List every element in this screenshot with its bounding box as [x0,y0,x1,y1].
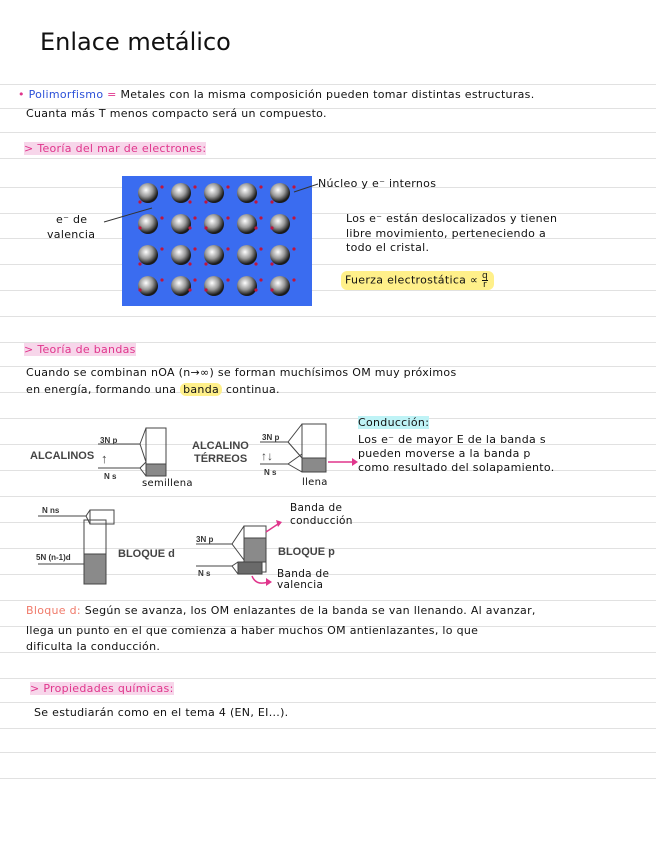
metal-ion [270,183,290,203]
bandas-line-1: Cuando se combinan nOA (n→∞) se forman muchísimos OM muy próximos [26,366,457,379]
delocalized-electron [259,185,262,188]
label-banda-valencia-1: Banda de [277,568,330,580]
delocalized-electron [270,262,273,265]
arrow-up-electron: ↑ [101,451,108,466]
banda-highlight: banda [180,383,222,396]
bloque-p-valence-band [238,562,262,574]
fuerza-electrostatica [341,271,494,290]
metal-ion [204,214,224,234]
metal-ion [171,183,191,203]
label-alcalinos: ALCALINOS [30,450,95,462]
metal-ion [237,183,257,203]
metal-ion [237,214,257,234]
bandas-line-2-post: continua. [225,383,280,396]
label-banda-conduccion-1: Banda de [290,502,343,514]
page-title: Enlace metálico [40,28,231,56]
fraction-numerator: q [481,271,488,281]
bloque-d-line-1 [26,604,536,617]
conduccion-title [358,416,429,429]
label-bloque-d: BLOQUE d [118,548,175,560]
bandas-line-2 [26,383,280,396]
band-diagram-alcalinoterreos [258,420,368,480]
bloque-d-text-1: Según se avanza, los OM enlazantes de la banda se van llenando. Al avanzar, [84,604,536,617]
delocalized-electron [160,278,163,281]
delocalized-electron [292,278,295,281]
polimorfismo-line-1 [18,88,535,101]
metal-ion [204,245,224,265]
metal-ion [138,245,158,265]
label-ns-alcalinoterreos: N s [264,468,277,477]
metal-ion [138,276,158,296]
fuerza-text: Fuerza electrostática ∝ [345,273,479,287]
delocalized-electron [226,247,229,250]
label-3np-alcalinoterreos: 3N p [262,433,280,442]
mar-description-3: todo el cristal. [346,241,430,254]
metal-ion [270,245,290,265]
delocalized-electron [160,216,163,219]
mar-description-1: Los e⁻ están deslocalizados y tienen [346,212,558,225]
conduccion-line-3: como resultado del solapamiento. [358,461,555,474]
delocalized-electron [254,226,257,229]
delocalized-electron [204,288,207,291]
section-heading-bandas [24,343,136,356]
delocalized-electron [254,262,257,265]
label-3np-alcalinos: 3N p [100,436,118,445]
delocalized-electron [254,288,257,291]
mar-description-2: libre movimiento, perteneciendo a [346,227,546,240]
metal-ion [270,276,290,296]
bloque-d-line-2: llega un punto en el que comienza a haber muchos OM antienlazantes, lo que [26,624,479,637]
arrows-updown-electrons: ↑↓ [261,449,273,463]
metal-ion [204,276,224,296]
label-electrones-valencia-1: e⁻ de [56,213,88,226]
metal-ion [237,276,257,296]
alcalinoterreos-filled-band [302,458,326,472]
label-alcalinoterreos-2: TÉRREOS [194,453,248,465]
label-5n-d: 5N (n-1)d [36,553,71,562]
metal-ion [171,245,191,265]
section-heading-propiedades [30,682,174,695]
delocalized-electron [204,226,207,229]
delocalized-electron [270,288,273,291]
delocalized-electron [259,216,262,219]
metal-lattice-diagram [122,176,312,306]
label-electrones-valencia-2: valencia [47,228,96,241]
delocalized-electron [193,247,196,250]
delocalized-electron [193,278,196,281]
propiedades-line-1: Se estudiarán como en el tema 4 (EN, EI...). [34,706,289,719]
bloque-d-line-3: dificulta la conducción. [26,640,161,653]
delocalized-electron [188,200,191,203]
bloque-p-filled-band [244,538,266,562]
label-nucleo: Núcleo y e⁻ internos [318,177,437,190]
conduccion-line-1: Los e⁻ de mayor E de la banda s [358,433,546,446]
label-ns-alcalinos: N s [104,472,117,481]
label-bloque-p: BLOQUE p [278,546,335,558]
delocalized-electron [270,226,273,229]
delocalized-electron [254,200,257,203]
delocalized-electron [193,185,196,188]
bloque-d-filled-band [84,554,106,584]
fraction-q-over-r [482,272,488,289]
alcalinos-filled-band [146,464,166,476]
delocalized-electron [204,262,207,265]
delocalized-electron [204,200,207,203]
bullet: • [18,88,25,101]
delocalized-electron [259,247,262,250]
delocalized-electron [138,288,141,291]
delocalized-electron [292,216,295,219]
label-3np-bloque-p: 3N p [196,535,214,544]
bandas-line-2-pre: en energía, formando una [26,383,177,396]
valencia-pointer-line [100,200,160,230]
delocalized-electron [270,200,273,203]
delocalized-electron [226,216,229,219]
bloque-d-label: Bloque d: [26,604,81,617]
metal-ion [204,183,224,203]
delocalized-electron [138,262,141,265]
section-heading-propiedades-text: > Propiedades químicas: [30,682,174,695]
nucleo-pointer-line [292,180,322,196]
delocalized-electron [188,288,191,291]
delocalized-electron [226,278,229,281]
label-alcalinoterreos-1: ALCALINO [192,440,249,452]
metal-ion [270,214,290,234]
polimorfismo-line-2: Cuanta más T menos compacto será un compuesto. [26,107,327,120]
band-diagram-alcalinos [96,422,186,482]
label-banda-valencia-2: valencia [277,579,324,591]
metal-ion [171,214,191,234]
conduccion-line-2: pueden moverse a la banda p [358,447,531,460]
conduccion-title-text: Conducción: [358,416,430,429]
label-semillena: semillena [142,478,193,489]
label-llena: llena [302,477,328,488]
label-nns: N ns [42,506,60,515]
section-heading-bandas-text: > Teoría de bandas [24,343,136,356]
label-ns-bloque-p: N s [198,569,211,578]
label-banda-conduccion-2: conducción [290,515,353,527]
metal-ion [171,276,191,296]
delocalized-electron [193,216,196,219]
metal-ion [237,245,257,265]
fraction-denominator: r [482,280,487,290]
band-diagram-bloque-d [34,508,124,590]
section-heading-mar-text: > Teoría del mar de electrones: [24,142,207,155]
equals-sign: = [107,88,117,101]
delocalized-electron [160,247,163,250]
polimorfismo-definition: Metales con la misma composición pueden tomar distintas estructuras. [120,88,535,101]
section-heading-mar [24,142,206,155]
delocalized-electron [292,247,295,250]
delocalized-electron [160,185,163,188]
polimorfismo-term: Polimorfismo [28,88,104,101]
delocalized-electron [188,226,191,229]
delocalized-electron [226,185,229,188]
delocalized-electron [259,278,262,281]
delocalized-electron [188,262,191,265]
